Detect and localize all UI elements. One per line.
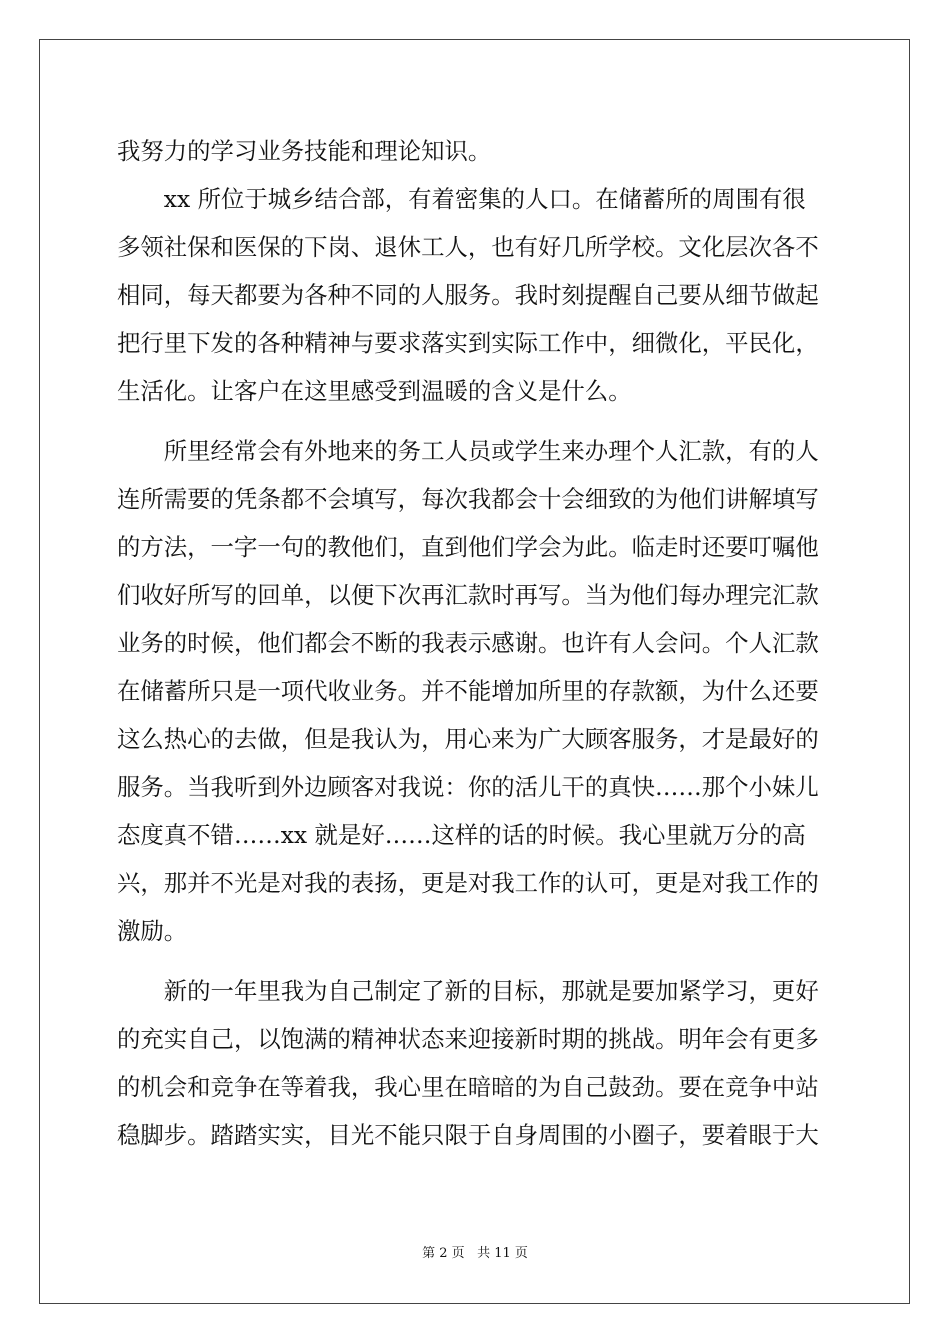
text-line: 把行里下发的各种精神与要求落实到实际工作中，细微化，平民化， (117, 329, 819, 357)
text-line: 稳脚步。踏踏实实，目光不能只限于自身周围的小圈子，要着眼于大 (117, 1121, 819, 1149)
text-line: xx 所位于城乡结合部，有着密集的人口。在储蓄所的周围有很 (117, 185, 806, 213)
text-line: 在储蓄所只是一项代收业务。并不能增加所里的存款额，为什么还要 (117, 677, 819, 705)
text-line: 的充实自己，以饱满的精神状态来迎接新时期的挑战。明年会有更多 (117, 1025, 819, 1053)
text-line: 的机会和竞争在等着我，我心里在暗暗的为自己鼓劲。要在竞争中站 (117, 1073, 819, 1101)
page-total: 共 11 页 (477, 1246, 528, 1261)
text-line: 兴，那并不光是对我的表扬，更是对我工作的认可，更是对我工作的 (117, 869, 819, 897)
text-line: 生活化。让客户在这里感受到温暖的含义是什么。 (117, 377, 632, 405)
text-line: 新的一年里我为自己制定了新的目标，那就是要加紧学习，更好 (117, 977, 819, 1005)
page-number: 第 2 页 (422, 1246, 465, 1261)
text-line: 连所需要的凭条都不会填写，每次我都会十会细致的为他们讲解填写 (117, 485, 819, 513)
text-line: 这么热心的去做，但是我认为，用心来为广大顾客服务，才是最好的 (117, 725, 819, 753)
text-line: 态度真不错……xx 就是好……这样的话的时候。我心里就万分的高 (117, 821, 806, 849)
page-footer (0, 1246, 950, 1262)
text-line: 我努力的学习业务技能和理论知识。 (117, 137, 492, 165)
text-line: 激励。 (117, 917, 188, 945)
text-line: 多领社保和医保的下岗、退休工人，也有好几所学校。文化层次各不 (117, 233, 819, 261)
text-line: 相同，每天都要为各种不同的人服务。我时刻提醒自己要从细节做起 (117, 281, 819, 309)
text-line: 的方法，一字一句的教他们，直到他们学会为此。临走时还要叮嘱他 (117, 533, 819, 561)
text-line: 服务。当我听到外边顾客对我说：你的活儿干的真快……那个小妹儿 (117, 773, 819, 801)
page-border (39, 39, 910, 1304)
text-line: 所里经常会有外地来的务工人员或学生来办理个人汇款，有的人 (117, 437, 819, 465)
text-line: 业务的时候，他们都会不断的我表示感谢。也许有人会问。个人汇款 (117, 629, 819, 657)
text-line: 们收好所写的回单，以便下次再汇款时再写。当为他们每办理完汇款 (117, 581, 819, 609)
